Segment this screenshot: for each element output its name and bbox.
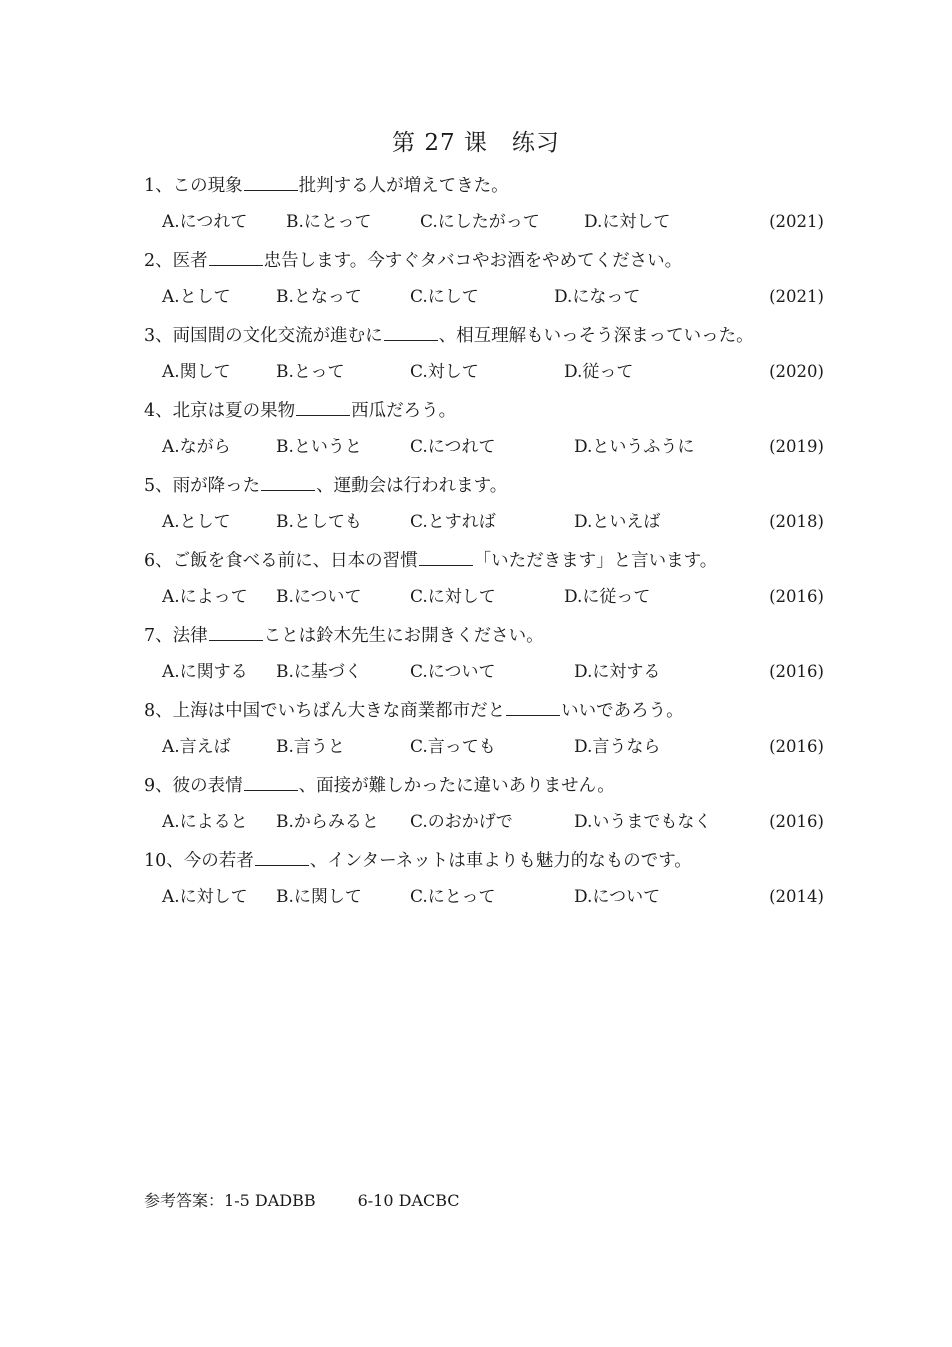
option-row: [162, 434, 824, 460]
option-row: [162, 584, 824, 610]
option-d: D.従って: [564, 362, 634, 382]
exam-year: (2019): [769, 437, 824, 456]
option-d: D.に対する: [574, 662, 661, 682]
stem-before-blank: 1、この現象: [144, 176, 243, 196]
exam-year: (2016): [769, 662, 824, 681]
option-b: B.というと: [276, 437, 362, 457]
option-c: C.につれて: [410, 437, 496, 457]
stem-before-blank: 3、両国間の文化交流が進むに: [144, 326, 383, 346]
stem-after-blank: 、運動会は行われます。: [316, 476, 508, 496]
question-list: [144, 170, 824, 920]
exam-year: (2016): [769, 812, 824, 831]
question-stem: [144, 172, 509, 199]
option-a: A.関して: [162, 362, 231, 382]
option-b: B.からみると: [276, 812, 379, 832]
stem-before-blank: 4、北京は夏の果物: [144, 401, 296, 421]
option-a: A.に対して: [162, 887, 248, 907]
option-c: C.対して: [410, 362, 479, 382]
option-d: D.に対して: [584, 212, 671, 232]
option-row: [162, 734, 824, 760]
question-stem: [144, 397, 456, 424]
option-a: A.として: [162, 287, 231, 307]
exam-year: (2021): [769, 287, 824, 306]
option-b: B.としても: [276, 512, 362, 532]
stem-after-blank: 、面接が難しかったに違いありません。: [298, 776, 615, 796]
question-stem: [144, 697, 684, 724]
option-c: C.のおかげで: [410, 812, 513, 832]
answer-key: [144, 1188, 460, 1214]
question-2: [144, 245, 824, 320]
stem-after-blank: 「いただきます」と言います。: [473, 551, 718, 571]
option-d: D.になって: [554, 287, 641, 307]
option-c: C.言っても: [410, 737, 496, 757]
exam-year: (2016): [769, 737, 824, 756]
option-row: [162, 284, 824, 310]
exam-year: (2018): [769, 512, 824, 531]
option-d: D.いうまでもなく: [574, 812, 712, 832]
stem-after-blank: 忠告します。今すぐタバコやお酒をやめてください。: [263, 251, 683, 271]
answer-blank: [244, 772, 298, 791]
question-6: [144, 545, 824, 620]
option-b: B.に関して: [276, 887, 362, 907]
stem-before-blank: 6、ご飯を食べる前に、日本の習慣: [144, 551, 418, 571]
option-row: [162, 509, 824, 535]
answer-blank: [384, 322, 438, 341]
question-stem: [144, 322, 754, 349]
stem-before-blank: 9、彼の表情: [144, 776, 243, 796]
question-stem: [144, 547, 717, 574]
option-a: A.に関する: [162, 662, 248, 682]
exam-year: (2014): [769, 887, 824, 906]
answer-blank: [506, 697, 560, 716]
option-row: [162, 884, 824, 910]
exam-year: (2021): [769, 212, 824, 231]
option-c: C.とすれば: [410, 512, 496, 532]
stem-after-blank: ことは鈴木先生にお開きください。: [263, 626, 544, 646]
exam-year: (2020): [769, 362, 824, 381]
question-stem: [144, 622, 544, 649]
question-stem: [144, 472, 507, 499]
option-a: A.言えば: [162, 737, 231, 757]
stem-before-blank: 2、医者: [144, 251, 208, 271]
answer-blank: [419, 547, 473, 566]
question-4: [144, 395, 824, 470]
option-row: [162, 659, 824, 685]
option-d: D.言うなら: [574, 737, 661, 757]
question-5: [144, 470, 824, 545]
option-b: B.にとって: [286, 212, 372, 232]
question-stem: [144, 247, 682, 274]
answer-key-label: 参考答案：: [144, 1191, 225, 1210]
question-7: [144, 620, 824, 695]
option-b: B.となって: [276, 287, 362, 307]
answer-blank: [209, 622, 263, 641]
answer-blank: [261, 472, 315, 491]
question-3: [144, 320, 824, 395]
option-d: D.に従って: [564, 587, 651, 607]
option-c: C.にして: [410, 287, 479, 307]
answer-blank: [209, 247, 263, 266]
option-d: D.というふうに: [574, 437, 695, 457]
option-b: B.言うと: [276, 737, 345, 757]
option-d: D.といえば: [574, 512, 661, 532]
answer-key-part-1: 1-5 DADBB: [224, 1191, 316, 1210]
option-c: C.にとって: [410, 887, 496, 907]
option-row: [162, 359, 824, 385]
option-a: A.につれて: [162, 212, 248, 232]
stem-before-blank: 10、今の若者: [144, 851, 254, 871]
option-a: A.ながら: [162, 437, 231, 457]
answer-key-part-2: 6-10 DACBC: [357, 1191, 460, 1210]
option-a: A.によって: [162, 587, 248, 607]
question-stem: [144, 772, 615, 799]
option-b: B.について: [276, 587, 362, 607]
stem-before-blank: 7、法律: [144, 626, 208, 646]
stem-after-blank: いいであろう。: [561, 701, 684, 721]
answer-blank: [255, 847, 309, 866]
option-d: D.について: [574, 887, 661, 907]
stem-before-blank: 5、雨が降った: [144, 476, 261, 496]
option-a: A.によると: [162, 812, 248, 832]
exam-year: (2016): [769, 587, 824, 606]
question-stem: [144, 847, 692, 874]
option-c: C.に対して: [410, 587, 496, 607]
option-b: B.とって: [276, 362, 345, 382]
option-c: C.にしたがって: [420, 212, 540, 232]
stem-after-blank: 、相互理解もいっそう深まっていった。: [438, 326, 754, 346]
option-b: B.に基づく: [276, 662, 362, 682]
question-9: [144, 770, 824, 845]
option-row: [162, 209, 824, 235]
stem-after-blank: 、インターネットは車よりも魅力的なものです。: [309, 851, 692, 871]
option-row: [162, 809, 824, 835]
question-8: [144, 695, 824, 770]
stem-after-blank: 批判する人が増えてきた。: [298, 176, 509, 196]
option-c: C.について: [410, 662, 496, 682]
question-1: [144, 170, 824, 245]
question-10: [144, 845, 824, 920]
stem-after-blank: 西瓜だろう。: [351, 401, 457, 421]
stem-before-blank: 8、上海は中国でいちばん大きな商業都市だと: [144, 701, 506, 721]
option-a: A.として: [162, 512, 231, 532]
page-title: 第 27 课 练习: [392, 130, 560, 156]
answer-blank: [244, 172, 298, 191]
answer-blank: [296, 397, 350, 416]
